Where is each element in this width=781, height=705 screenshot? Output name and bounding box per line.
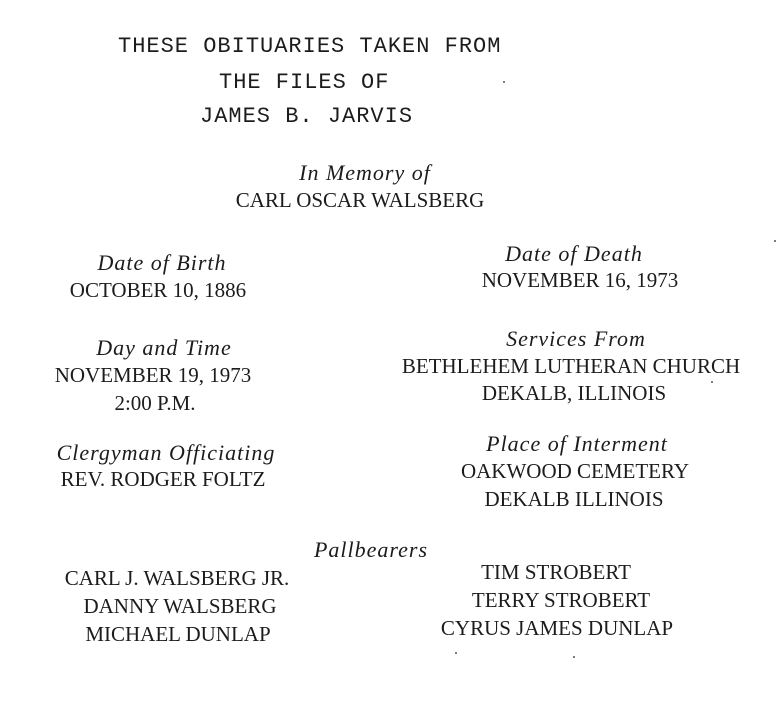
pallbearer-right-3: CYRUS JAMES DUNLAP — [440, 616, 674, 640]
pallbearer-left-3: MICHAEL DUNLAP — [85, 622, 271, 646]
header-line-2: THE FILES OF — [219, 70, 390, 95]
clergyman-name: REV. RODGER FOLTZ — [60, 467, 266, 491]
header-line-1: THESE OBITUARIES TAKEN FROM — [118, 34, 502, 59]
day-time-label: Day and Time — [96, 335, 232, 360]
interment-city: DEKALB ILLINOIS — [484, 487, 664, 511]
memory-label: In Memory of — [299, 160, 431, 185]
interment-label: Place of Interment — [486, 431, 668, 456]
pallbearer-right-1: TIM STROBERT — [481, 560, 631, 584]
scan-speck — [711, 381, 713, 383]
services-city: DEKALB, ILLINOIS — [481, 381, 667, 405]
pallbearers-label: Pallbearers — [313, 537, 429, 562]
birth-value: OCTOBER 10, 1886 — [69, 278, 247, 302]
interment-place: OAKWOOD CEMETERY — [460, 459, 690, 483]
services-label: Services From — [506, 326, 646, 351]
scan-speck — [774, 240, 776, 242]
scan-speck — [455, 652, 457, 654]
header-line-3: JAMES B. JARVIS — [200, 104, 414, 129]
pallbearer-left-2: DANNY WALSBERG — [83, 594, 277, 618]
pallbearer-right-2: TERRY STROBERT — [471, 588, 651, 612]
scan-speck — [573, 656, 575, 658]
service-date: NOVEMBER 19, 1973 — [54, 363, 252, 387]
scan-speck — [503, 81, 505, 83]
pallbearer-left-1: CARL J. WALSBERG JR. — [64, 566, 290, 590]
birth-label: Date of Birth — [97, 250, 227, 275]
services-place: BETHLEHEM LUTHERAN CHURCH — [401, 354, 741, 378]
death-value: NOVEMBER 16, 1973 — [481, 268, 679, 292]
clergyman-label: Clergyman Officiating — [56, 440, 276, 465]
service-time: 2:00 P.M. — [114, 391, 196, 415]
death-label: Date of Death — [505, 241, 643, 266]
deceased-name: CARL OSCAR WALSBERG — [235, 188, 485, 212]
